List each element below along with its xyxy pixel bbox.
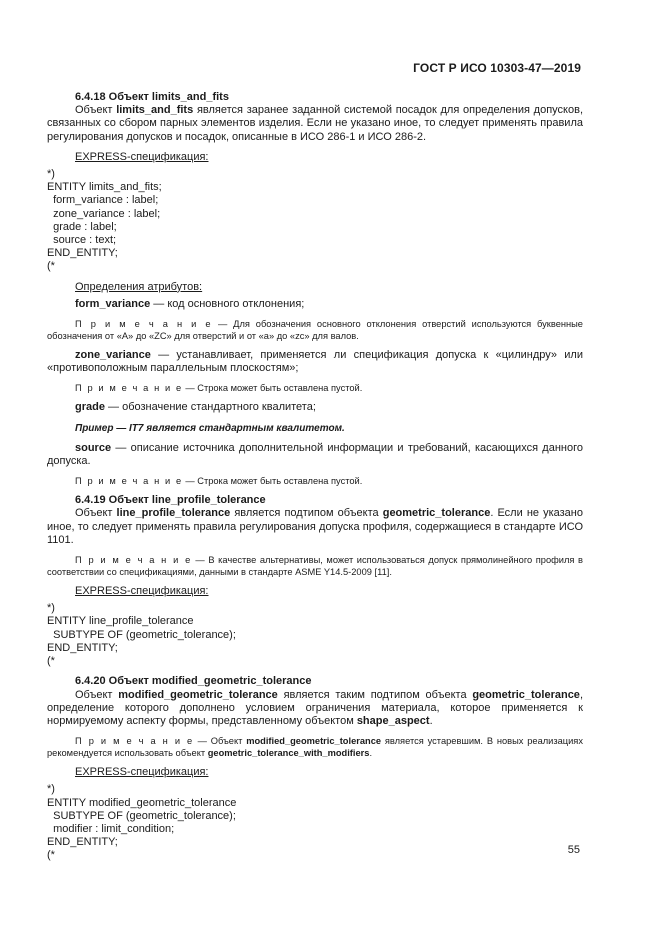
section-heading-6-4-18: 6.4.18 Объект limits_and_fits <box>75 91 229 103</box>
code-line: modifier : limit_condition; <box>47 822 175 835</box>
code-line: ENTITY limits_and_fits; <box>47 181 162 194</box>
code-line: END_ENTITY; <box>47 247 118 260</box>
attribute-zone-variance: zone_variance — устанавливает, применяется ли спецификация допуска к «цилиндру» или «противоположным параллельным плоскостям»; <box>47 349 583 375</box>
example-grade: Пример — IT7 является стандартным квалитетом. <box>75 422 345 434</box>
paragraph-modified-geometric-tolerance: Объект modified_geometric_tolerance является таким подтипом объекта geometric_tolerance, определение которого дополнено условием ограничения материала, которое применяется к нормируемому аспекту формы, представленному объектом shape_aspect. <box>47 688 583 727</box>
code-line: ENTITY modified_geometric_tolerance <box>47 796 237 809</box>
paragraph-limits-and-fits: Объект limits_and_fits является заранее заданной системой посадок для определения допусков, связанных со сбором парных элементов изделия. Если не указано иное, то следует применять правила регулирования допусков и посадок, описанные в ИСО 286-1 и ИСО 286-2. <box>47 104 583 143</box>
attribute-form-variance: form_variance — код основного отклонения; <box>75 297 305 310</box>
express-code-block <box>47 783 583 862</box>
code-line: END_ENTITY; <box>47 836 118 849</box>
code-line: *) <box>47 783 55 796</box>
note-modified-geometric-tolerance: П р и м е ч а н и е — Объект modified_geometric_tolerance является устаревшим. В новых реализациях рекомендуется использовать объект geometric_tolerance_with_modifiers. <box>47 736 583 759</box>
code-line: (* <box>47 260 55 273</box>
note-line-profile: П р и м е ч а н и е — В качестве альтернативы, может использоваться допуск прямолинейного профиля в соответствии со спецификациями, данными в стандарте ASME Y14.5-2009 [11]. <box>47 555 583 578</box>
code-line: (* <box>47 849 55 862</box>
code-line: SUBTYPE OF (geometric_tolerance); <box>47 809 236 822</box>
page-number: 55 <box>567 844 580 856</box>
code-line: zone_variance : label; <box>47 207 161 220</box>
code-line: ENTITY line_profile_tolerance <box>47 615 194 628</box>
section-heading-6-4-19: 6.4.19 Объект line_profile_tolerance <box>75 494 266 507</box>
attribute-grade: grade — обозначение стандартного квалитета; <box>75 401 316 414</box>
express-label: EXPRESS-спецификация: <box>75 585 209 598</box>
code-line: source : text; <box>47 234 117 247</box>
note-zone-variance: П р и м е ч а н и е — Строка может быть оставлена пустой. <box>75 383 363 394</box>
code-line: END_ENTITY; <box>47 641 118 654</box>
code-line: (* <box>47 655 55 668</box>
code-line: SUBTYPE OF (geometric_tolerance); <box>47 628 236 641</box>
section-heading-6-4-20: 6.4.20 Объект modified_geometric_tolerance <box>75 675 312 688</box>
attribute-definitions-label: Определения атрибутов: <box>75 280 203 293</box>
attribute-source: source — описание источника дополнительной информации и требований, касающихся данного допуска. <box>47 441 583 468</box>
page-content <box>47 91 583 863</box>
code-line: *) <box>47 602 55 615</box>
entity-name: limits_and_fits <box>116 104 194 117</box>
express-code-block <box>47 168 583 274</box>
express-label: EXPRESS-спецификация: <box>75 766 209 779</box>
express-code-block <box>47 602 583 668</box>
note-form-variance: П р и м е ч а н и е — Для обозначения основного отклонения отверстий используются буквенные обозначения от «A» до «ZC» для отверстий и от «a» до «zc» для валов. <box>47 319 583 342</box>
code-line: *) <box>47 168 55 181</box>
document-header: ГОСТ Р ИСО 10303-47—2019 <box>413 61 581 75</box>
code-line: grade : label; <box>47 220 117 233</box>
code-line: form_variance : label; <box>47 194 159 207</box>
note-source: П р и м е ч а н и е — Строка может быть оставлена пустой. <box>75 476 363 487</box>
express-label: EXPRESS-спецификация: <box>75 150 209 163</box>
paragraph-line-profile-tolerance: Объект line_profile_tolerance является подтипом объекта geometric_tolerance. Если не указано иное, то следует применять правила регулирования допуска профиля, содержащиеся в стандарте ИСО 1101. <box>47 507 583 546</box>
